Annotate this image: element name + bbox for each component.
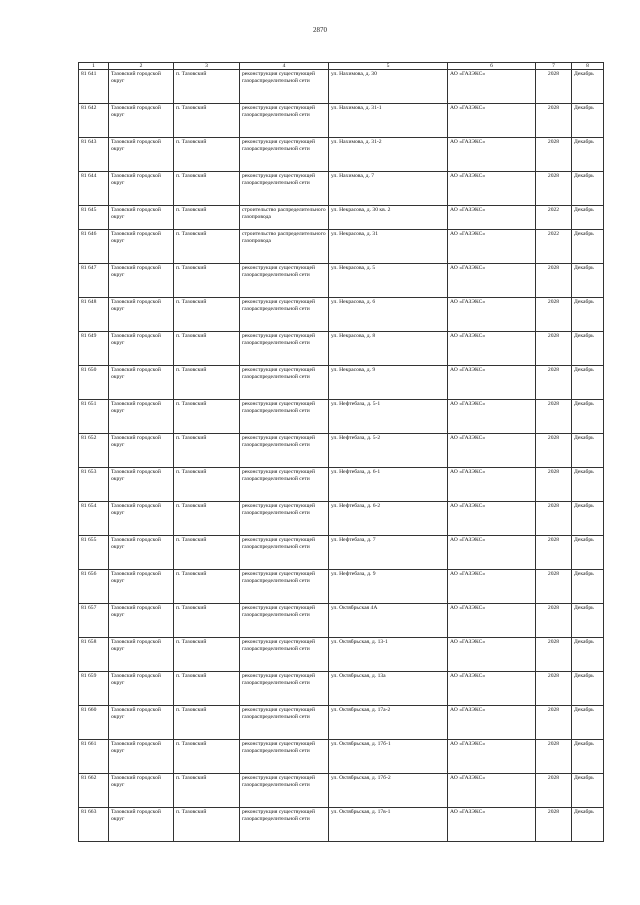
- year-cell: 2028: [536, 70, 572, 104]
- organization-cell: АО «ГАЗЭКС»: [448, 206, 536, 230]
- row-number: 81 655: [79, 536, 109, 570]
- settlement-cell: п. Тазовский: [174, 604, 240, 638]
- work-type-cell: реконструкция существующей газораспределительной сети: [240, 604, 329, 638]
- settlement-cell: п. Тазовский: [174, 706, 240, 740]
- month-cell: Декабрь: [572, 740, 604, 774]
- district-cell: Тазовский городской округ: [109, 172, 174, 206]
- month-cell: Декабрь: [572, 264, 604, 298]
- month-cell: Декабрь: [572, 70, 604, 104]
- address-cell: ул. Нахимова, д. 31-1: [329, 104, 448, 138]
- month-cell: Декабрь: [572, 230, 604, 264]
- work-type-cell: реконструкция существующей газораспределительной сети: [240, 298, 329, 332]
- row-number: 81 652: [79, 434, 109, 468]
- work-type-cell: реконструкция существующей газораспределительной сети: [240, 774, 329, 808]
- row-number: 81 658: [79, 638, 109, 672]
- month-cell: Декабрь: [572, 808, 604, 842]
- address-cell: ул. Нахимова, д. 31-2: [329, 138, 448, 172]
- month-cell: Декабрь: [572, 104, 604, 138]
- address-cell: ул. Нефтебаза, д. 7: [329, 536, 448, 570]
- address-cell: ул. Некрасова, д. 9: [329, 366, 448, 400]
- work-type-cell: строительство распределительного газопровода: [240, 206, 329, 230]
- row-number: 81 659: [79, 672, 109, 706]
- organization-cell: АО «ГАЗЭКС»: [448, 774, 536, 808]
- organization-cell: АО «ГАЗЭКС»: [448, 604, 536, 638]
- row-number: 81 653: [79, 468, 109, 502]
- settlement-cell: п. Тазовский: [174, 206, 240, 230]
- year-cell: 2022: [536, 230, 572, 264]
- year-cell: 2028: [536, 264, 572, 298]
- district-cell: Тазовский городской округ: [109, 706, 174, 740]
- settlement-cell: п. Тазовский: [174, 400, 240, 434]
- table-body: [79, 70, 604, 842]
- settlement-cell: п. Тазовский: [174, 230, 240, 264]
- address-cell: ул. Октябрьская, д. 17в-1: [329, 808, 448, 842]
- column-number-1: 1: [79, 63, 109, 70]
- organization-cell: АО «ГАЗЭКС»: [448, 230, 536, 264]
- month-cell: Декабрь: [572, 570, 604, 604]
- table-row: [79, 298, 604, 332]
- table-row: [79, 502, 604, 536]
- month-cell: Декабрь: [572, 434, 604, 468]
- month-cell: Декабрь: [572, 604, 604, 638]
- address-cell: ул. Октябрьская 4А: [329, 604, 448, 638]
- district-cell: Тазовский городской округ: [109, 400, 174, 434]
- row-number: 81 646: [79, 230, 109, 264]
- district-cell: Тазовский городской округ: [109, 604, 174, 638]
- address-cell: ул. Октябрьская, д. 17б-1: [329, 740, 448, 774]
- table-row: [79, 706, 604, 740]
- year-cell: 2028: [536, 502, 572, 536]
- table-row: [79, 434, 604, 468]
- organization-cell: АО «ГАЗЭКС»: [448, 672, 536, 706]
- district-cell: Тазовский городской округ: [109, 672, 174, 706]
- district-cell: Тазовский городской округ: [109, 570, 174, 604]
- month-cell: Декабрь: [572, 138, 604, 172]
- row-number: 81 657: [79, 604, 109, 638]
- column-number-6: 6: [448, 63, 536, 70]
- row-number: 81 642: [79, 104, 109, 138]
- district-cell: Тазовский городской округ: [109, 468, 174, 502]
- work-type-cell: реконструкция существующей газораспределительной сети: [240, 104, 329, 138]
- table-row: [79, 138, 604, 172]
- table-row: [79, 332, 604, 366]
- work-type-cell: реконструкция существующей газораспределительной сети: [240, 706, 329, 740]
- table-row: [79, 468, 604, 502]
- organization-cell: АО «ГАЗЭКС»: [448, 298, 536, 332]
- table-row: [79, 230, 604, 264]
- row-number: 81 663: [79, 808, 109, 842]
- organization-cell: АО «ГАЗЭКС»: [448, 740, 536, 774]
- district-cell: Тазовский городской округ: [109, 264, 174, 298]
- table-row: [79, 366, 604, 400]
- organization-cell: АО «ГАЗЭКС»: [448, 536, 536, 570]
- work-type-cell: реконструкция существующей газораспределительной сети: [240, 502, 329, 536]
- year-cell: 2028: [536, 172, 572, 206]
- settlement-cell: п. Тазовский: [174, 264, 240, 298]
- address-cell: ул. Нефтебаза, д. 6-2: [329, 502, 448, 536]
- column-number-2: 2: [109, 63, 174, 70]
- address-cell: ул. Октябрьская, д. 17а-2: [329, 706, 448, 740]
- organization-cell: АО «ГАЗЭКС»: [448, 366, 536, 400]
- table-row: [79, 672, 604, 706]
- organization-cell: АО «ГАЗЭКС»: [448, 706, 536, 740]
- settlement-cell: п. Тазовский: [174, 774, 240, 808]
- row-number: 81 645: [79, 206, 109, 230]
- organization-cell: АО «ГАЗЭКС»: [448, 570, 536, 604]
- organization-cell: АО «ГАЗЭКС»: [448, 502, 536, 536]
- organization-cell: АО «ГАЗЭКС»: [448, 332, 536, 366]
- year-cell: 2028: [536, 604, 572, 638]
- year-cell: 2028: [536, 706, 572, 740]
- address-cell: ул. Нахимова, д. 7: [329, 172, 448, 206]
- settlement-cell: п. Тазовский: [174, 434, 240, 468]
- month-cell: Декабрь: [572, 774, 604, 808]
- year-cell: 2028: [536, 740, 572, 774]
- organization-cell: АО «ГАЗЭКС»: [448, 264, 536, 298]
- column-number-row: [79, 63, 604, 70]
- year-cell: 2028: [536, 400, 572, 434]
- work-type-cell: реконструкция существующей газораспределительной сети: [240, 672, 329, 706]
- work-type-cell: реконструкция существующей газораспределительной сети: [240, 468, 329, 502]
- organization-cell: АО «ГАЗЭКС»: [448, 638, 536, 672]
- row-number: 81 648: [79, 298, 109, 332]
- table-row: [79, 536, 604, 570]
- month-cell: Декабрь: [572, 672, 604, 706]
- organization-cell: АО «ГАЗЭКС»: [448, 138, 536, 172]
- month-cell: Декабрь: [572, 536, 604, 570]
- year-cell: 2028: [536, 434, 572, 468]
- settlement-cell: п. Тазовский: [174, 104, 240, 138]
- table-row: [79, 638, 604, 672]
- settlement-cell: п. Тазовский: [174, 468, 240, 502]
- address-cell: ул. Октябрьская, д. 13а: [329, 672, 448, 706]
- row-number: 81 654: [79, 502, 109, 536]
- address-cell: ул. Некрасова, д. 5: [329, 264, 448, 298]
- table-row: [79, 400, 604, 434]
- work-type-cell: реконструкция существующей газораспределительной сети: [240, 434, 329, 468]
- work-type-cell: реконструкция существующей газораспределительной сети: [240, 366, 329, 400]
- settlement-cell: п. Тазовский: [174, 740, 240, 774]
- page-number: 2870: [313, 26, 327, 34]
- settlement-cell: п. Тазовский: [174, 332, 240, 366]
- district-cell: Тазовский городской округ: [109, 206, 174, 230]
- row-number: 81 641: [79, 70, 109, 104]
- work-type-cell: реконструкция существующей газораспределительной сети: [240, 570, 329, 604]
- row-number: 81 647: [79, 264, 109, 298]
- year-cell: 2028: [536, 332, 572, 366]
- address-cell: ул. Нефтебаза, д. 5-2: [329, 434, 448, 468]
- address-cell: ул. Некрасова, д. 6: [329, 298, 448, 332]
- settlement-cell: п. Тазовский: [174, 536, 240, 570]
- table-row: [79, 774, 604, 808]
- address-cell: ул. Нахимова, д. 30: [329, 70, 448, 104]
- district-cell: Тазовский городской округ: [109, 230, 174, 264]
- settlement-cell: п. Тазовский: [174, 138, 240, 172]
- district-cell: Тазовский городской округ: [109, 70, 174, 104]
- settlement-cell: п. Тазовский: [174, 298, 240, 332]
- work-type-cell: реконструкция существующей газораспределительной сети: [240, 536, 329, 570]
- row-number: 81 660: [79, 706, 109, 740]
- district-cell: Тазовский городской округ: [109, 740, 174, 774]
- table-row: [79, 206, 604, 230]
- table-row: [79, 104, 604, 138]
- row-number: 81 650: [79, 366, 109, 400]
- settlement-cell: п. Тазовский: [174, 808, 240, 842]
- address-cell: ул. Некрасова, д. 30 кв. 2: [329, 206, 448, 230]
- work-type-cell: реконструкция существующей газораспределительной сети: [240, 70, 329, 104]
- district-cell: Тазовский городской округ: [109, 298, 174, 332]
- address-cell: ул. Нефтебаза, д. 5-1: [329, 400, 448, 434]
- table-row: [79, 740, 604, 774]
- year-cell: 2028: [536, 672, 572, 706]
- month-cell: Декабрь: [572, 332, 604, 366]
- month-cell: Декабрь: [572, 706, 604, 740]
- work-type-cell: реконструкция существующей газораспределительной сети: [240, 138, 329, 172]
- row-number: 81 662: [79, 774, 109, 808]
- column-number-7: 7: [536, 63, 572, 70]
- district-cell: Тазовский городской округ: [109, 502, 174, 536]
- year-cell: 2028: [536, 468, 572, 502]
- settlement-cell: п. Тазовский: [174, 502, 240, 536]
- district-cell: Тазовский городской округ: [109, 536, 174, 570]
- organization-cell: АО «ГАЗЭКС»: [448, 104, 536, 138]
- column-number-4: 4: [240, 63, 329, 70]
- month-cell: Декабрь: [572, 298, 604, 332]
- table-row: [79, 604, 604, 638]
- settlement-cell: п. Тазовский: [174, 366, 240, 400]
- settlement-cell: п. Тазовский: [174, 638, 240, 672]
- work-type-cell: реконструкция существующей газораспределительной сети: [240, 264, 329, 298]
- work-type-cell: реконструкция существующей газораспределительной сети: [240, 172, 329, 206]
- district-cell: Тазовский городской округ: [109, 808, 174, 842]
- address-cell: ул. Нефтебаза, д. 9: [329, 570, 448, 604]
- month-cell: Декабрь: [572, 206, 604, 230]
- address-cell: ул. Некрасова, д. 31: [329, 230, 448, 264]
- column-number-3: 3: [174, 63, 240, 70]
- year-cell: 2028: [536, 774, 572, 808]
- settlement-cell: п. Тазовский: [174, 172, 240, 206]
- year-cell: 2028: [536, 104, 572, 138]
- row-number: 81 651: [79, 400, 109, 434]
- organization-cell: АО «ГАЗЭКС»: [448, 70, 536, 104]
- year-cell: 2028: [536, 638, 572, 672]
- month-cell: Декабрь: [572, 502, 604, 536]
- organization-cell: АО «ГАЗЭКС»: [448, 400, 536, 434]
- row-number: 81 644: [79, 172, 109, 206]
- register-table: [78, 62, 604, 842]
- address-cell: ул. Некрасова, д. 8: [329, 332, 448, 366]
- settlement-cell: п. Тазовский: [174, 570, 240, 604]
- district-cell: Тазовский городской округ: [109, 366, 174, 400]
- year-cell: 2028: [536, 366, 572, 400]
- address-cell: ул. Нефтебаза, д. 6-1: [329, 468, 448, 502]
- district-cell: Тазовский городской округ: [109, 332, 174, 366]
- year-cell: 2028: [536, 570, 572, 604]
- month-cell: Декабрь: [572, 468, 604, 502]
- address-cell: ул. Октябрьская, д. 13-1: [329, 638, 448, 672]
- table-row: [79, 808, 604, 842]
- column-number-5: 5: [329, 63, 448, 70]
- district-cell: Тазовский городской округ: [109, 104, 174, 138]
- table-row: [79, 264, 604, 298]
- table-row: [79, 570, 604, 604]
- year-cell: 2028: [536, 536, 572, 570]
- year-cell: 2022: [536, 206, 572, 230]
- row-number: 81 643: [79, 138, 109, 172]
- row-number: 81 656: [79, 570, 109, 604]
- work-type-cell: реконструкция существующей газораспределительной сети: [240, 638, 329, 672]
- district-cell: Тазовский городской округ: [109, 638, 174, 672]
- month-cell: Декабрь: [572, 172, 604, 206]
- organization-cell: АО «ГАЗЭКС»: [448, 172, 536, 206]
- address-cell: ул. Октябрьская, д. 17б-2: [329, 774, 448, 808]
- row-number: 81 649: [79, 332, 109, 366]
- month-cell: Декабрь: [572, 638, 604, 672]
- district-cell: Тазовский городской округ: [109, 774, 174, 808]
- year-cell: 2028: [536, 138, 572, 172]
- work-type-cell: реконструкция существующей газораспределительной сети: [240, 808, 329, 842]
- column-number-8: 8: [572, 63, 604, 70]
- row-number: 81 661: [79, 740, 109, 774]
- work-type-cell: реконструкция существующей газораспределительной сети: [240, 740, 329, 774]
- organization-cell: АО «ГАЗЭКС»: [448, 468, 536, 502]
- year-cell: 2028: [536, 298, 572, 332]
- work-type-cell: строительство распределительного газопровода: [240, 230, 329, 264]
- organization-cell: АО «ГАЗЭКС»: [448, 808, 536, 842]
- work-type-cell: реконструкция существующей газораспределительной сети: [240, 332, 329, 366]
- settlement-cell: п. Тазовский: [174, 672, 240, 706]
- month-cell: Декабрь: [572, 400, 604, 434]
- work-type-cell: реконструкция существующей газораспределительной сети: [240, 400, 329, 434]
- district-cell: Тазовский городской округ: [109, 138, 174, 172]
- table-row: [79, 70, 604, 104]
- settlement-cell: п. Тазовский: [174, 70, 240, 104]
- month-cell: Декабрь: [572, 366, 604, 400]
- district-cell: Тазовский городской округ: [109, 434, 174, 468]
- year-cell: 2028: [536, 808, 572, 842]
- table-row: [79, 172, 604, 206]
- organization-cell: АО «ГАЗЭКС»: [448, 434, 536, 468]
